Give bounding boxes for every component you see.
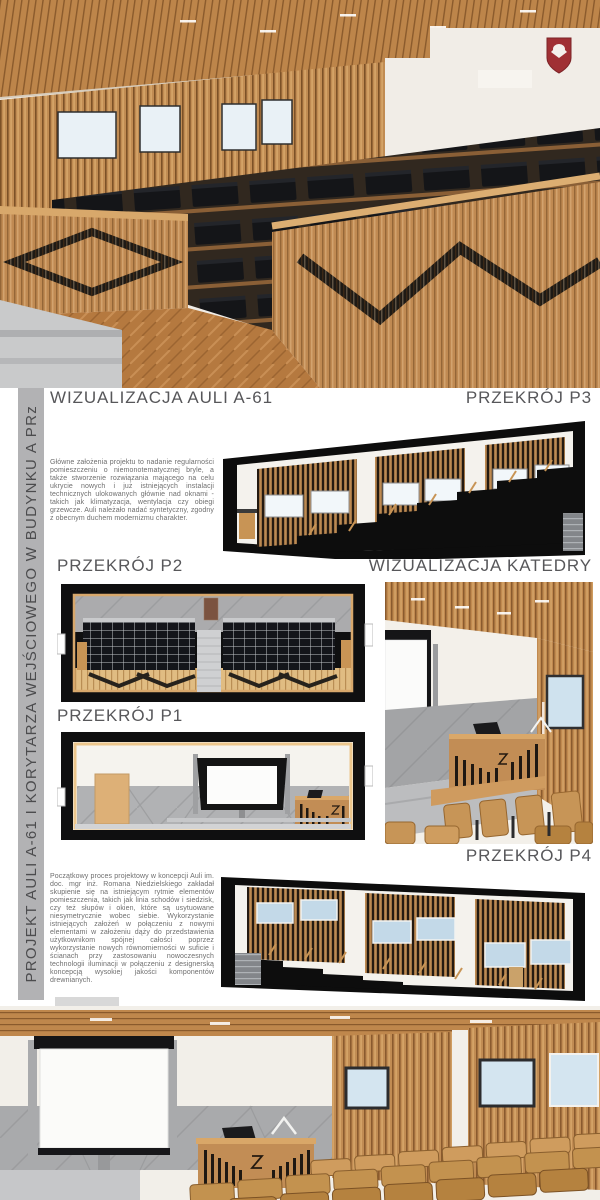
window-2 — [480, 1060, 534, 1106]
sidebar-title-text: PROJEKT AULI A-61 I KORYTARZA WEJŚCIOWEGO W BUDYNKU A PRz — [22, 405, 40, 983]
katedra-render — [385, 582, 593, 844]
window-3 — [550, 1054, 598, 1106]
plaque-mark — [204, 598, 218, 620]
caption-przekroj-p1: PRZEKRÓJ P1 — [57, 706, 184, 725]
door — [95, 774, 129, 824]
section-p1-drawing — [57, 728, 373, 846]
screen — [207, 766, 277, 804]
hero-render-aula — [0, 0, 600, 388]
sidebar-project-title — [18, 388, 44, 1000]
caption-wizualizacja-katedry: WIZUALIZACJA KATEDRY — [368, 556, 592, 575]
section-p4-drawing — [213, 867, 593, 1004]
process-paragraph: Początkowy proces projektowy w koncepcji Auli im. doc. mgr inż. Romana Niedzielskiego zakładał skupienie się na istniejącym rytmie elementów pomieszczenia, takich jak linia schodów i siedzisk, czy też słupów i okien, które są usytuowane niesymetrycznie wobec siebie. Wykorzystanie istniejących założeń w połączeniu z nowymi elementami w założeniu dąży do przedstawienia użytkownikom spójnej całości poprzez wykorzystanie nowych równomierności w suficie i ścianach przy zastosowaniu nowoczesnych technologii iluminacji w połączeniu z designerską koncepcją wysokiej jakości komponentów drewnianych. — [50, 873, 214, 984]
caption-przekroj-p3: PRZEKRÓJ P3 — [465, 388, 592, 407]
projection-screen-large — [40, 1049, 168, 1148]
window-1 — [346, 1068, 388, 1108]
side-window — [547, 676, 583, 728]
caption-wizualizacja-auli: WIZUALIZACJA AULI A-61 — [50, 388, 273, 407]
section-p2-drawing — [57, 582, 373, 706]
lectern-mark — [295, 800, 349, 826]
section-p3-drawing — [213, 413, 593, 559]
intro-paragraph: Główne założenia projektu to nadanie regularności pomieszczeniu o niemonotematycznej bryle, a także stworzenie rozwiązania mającego na celu ukrycie nowych i już istniejących instalacji technicznych ulokowanych głównie nad oknami - takich jak klimatyzacja, wentylacja czy obiegi grzewcze. Auli należało nadać syntetyczny, zgodny z obecnym duchem modernizmu charakter. — [50, 459, 214, 522]
caption-przekroj-p4: PRZEKRÓJ P4 — [465, 846, 592, 865]
bottom-render-katedra-wide — [0, 1006, 600, 1200]
caption-przekroj-p2: PRZEKRÓJ P2 — [57, 556, 184, 575]
